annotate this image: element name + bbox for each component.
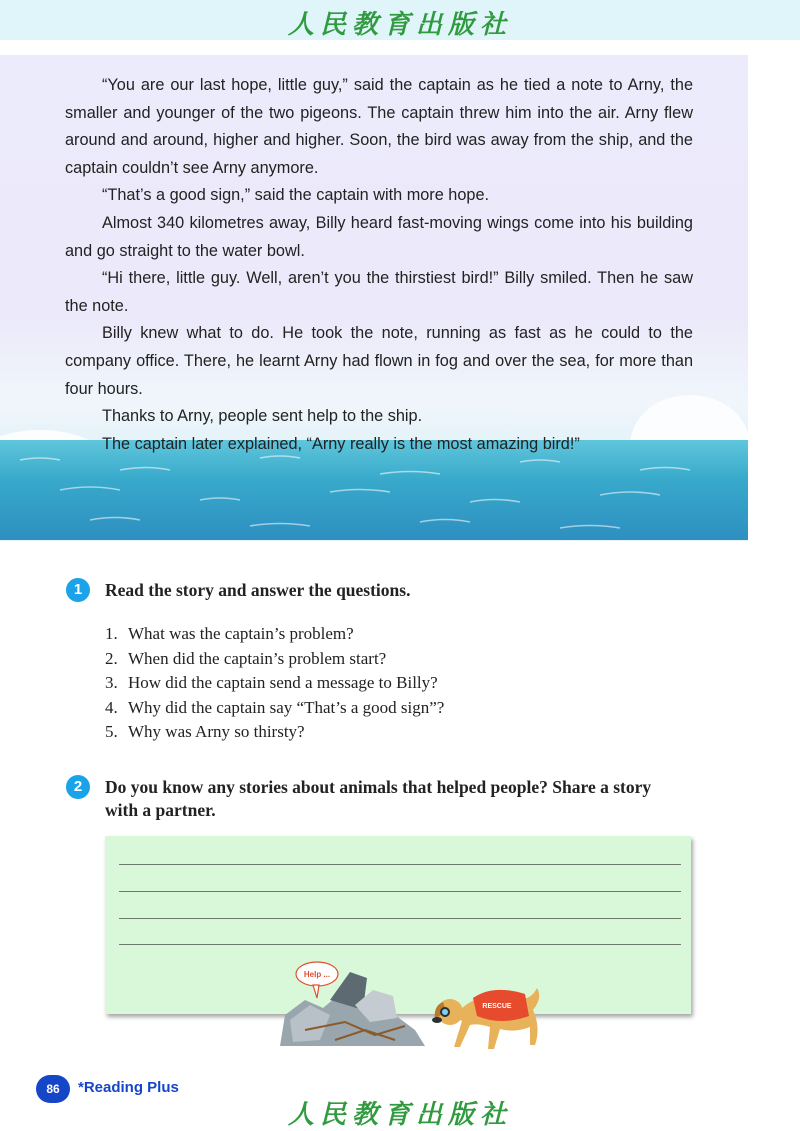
speech-bubble-text: Help ... [303,970,331,979]
exercise-2-title-line: with a partner. [105,800,216,820]
story-paragraph: Almost 340 kilometres away, Billy heard fast-moving wings come into his building and go straight to the water bowl. [65,213,693,260]
question-text: What was the captain’s problem? [128,624,354,643]
story-paragraph: The captain later explained, “Arny really is the most amazing bird!” [102,434,580,453]
writing-line[interactable] [119,891,681,892]
question-list [105,622,444,745]
story-paragraph: “Hi there, little guy. Well, aren’t you the thirstiest bird!” Billy smiled. Then he saw the note. [65,269,693,315]
question-text: When did the captain’s problem start? [128,648,387,668]
exercise-2-title-line: Do you know any stories about animals that helped people? Share a story [105,777,652,797]
question-text: Why did the captain say “That’s a good sign”? [128,697,445,717]
publisher-watermark-bottom: 人民教育出版社 [287,1100,512,1130]
story-paragraph: “That’s a good sign,” said the captain with more hope. [102,186,490,205]
question-item [105,720,444,745]
question-text: Why was Arny so thirsty? [128,722,305,742]
exercise-1-number: 1 [66,578,90,602]
rubble-icon [280,972,425,1046]
publisher-watermark-top: 人民教育出版社 [287,10,512,40]
story-paragraph: Billy knew what to do. He took the note, running as fast as he could to the company office. There, he learnt Arny had flown in fog and over the sea, for more than four hours. [65,324,693,398]
exercise-1-title: Read the story and answer the questions. [105,580,411,600]
question-item [105,647,444,672]
story-text [65,72,693,458]
section-label: *Reading Plus [78,1079,179,1096]
exercise-2-title [105,776,705,822]
speech-bubble [296,962,338,998]
question-item [105,622,444,647]
vest-text: RESCUE [482,1003,512,1010]
rescue-dog-icon [432,988,539,1049]
question-text: How did the captain send a message to Billy? [128,673,438,693]
question-number: 2. [105,648,118,668]
question-item [105,671,444,696]
question-number: 3. [105,673,118,693]
exercise-2-number: 2 [66,775,90,799]
question-number: 5. [105,722,118,742]
story-paragraph: “You are our last hope, little guy,” said the captain as he tied a note to Arny, the smaller and younger of the two pigeons. The captain threw him into the air. Arny flew around and around, higher and higher. Soon, the bird was away from the ship, and the captain couldn’t see Arny anymore. [65,76,693,177]
writing-line[interactable] [119,944,681,945]
rescue-dog-illustration [275,960,555,1050]
question-number: 4. [105,697,118,717]
story-paragraph: Thanks to Arny, people sent help to the ship. [102,407,423,426]
writing-line[interactable] [119,918,681,919]
page-number: 86 [36,1075,70,1103]
question-number: 1. [105,624,118,643]
writing-line[interactable] [119,864,681,865]
question-item [105,696,444,721]
